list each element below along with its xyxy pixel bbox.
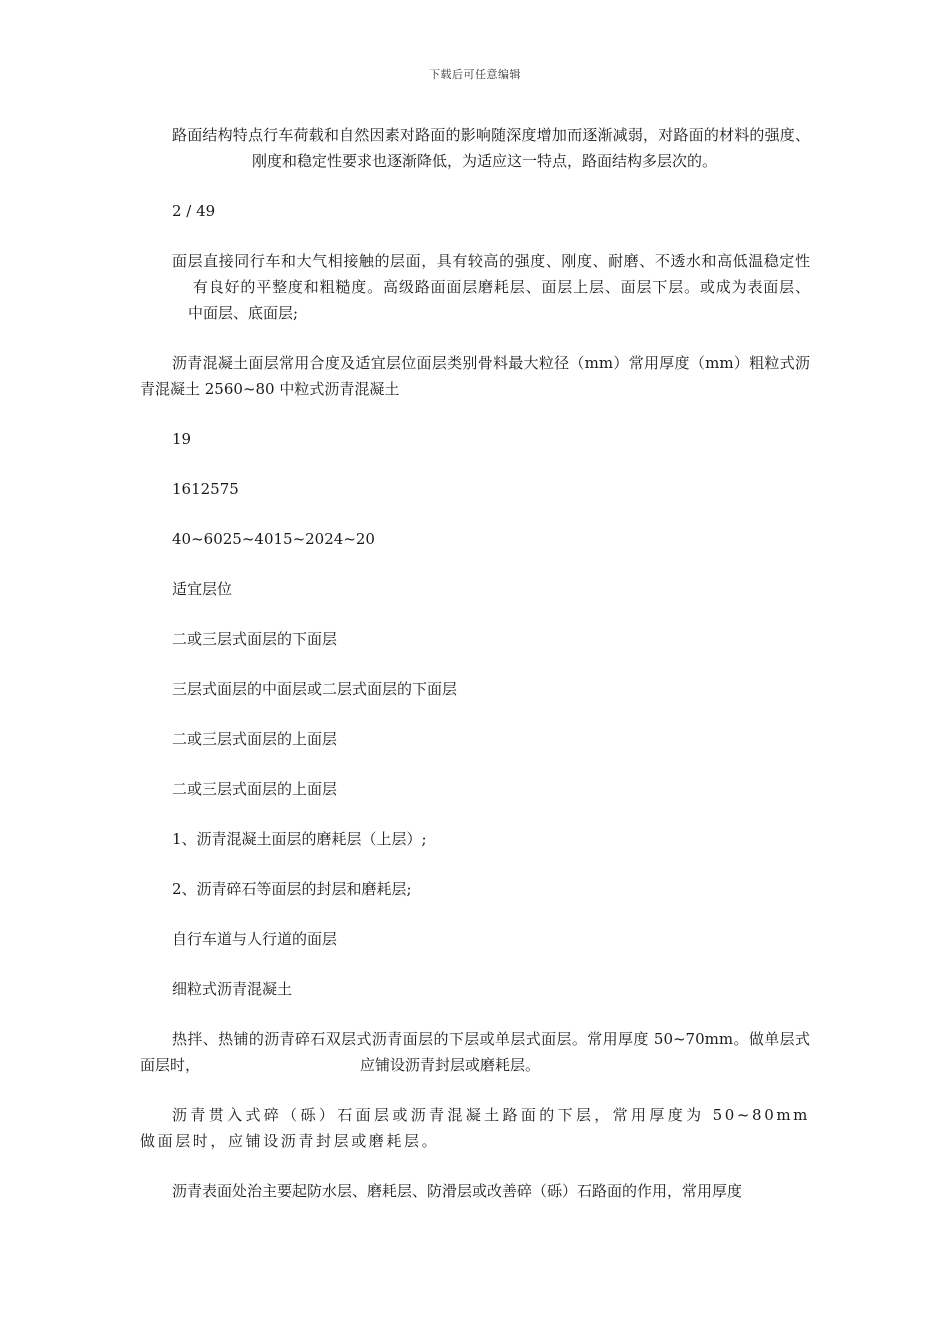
list-item: 1、沥青混凝土面层的磨耗层（上层）; [172, 830, 427, 848]
paragraph-asphalt-macadam [140, 1026, 810, 1078]
paragraph-penetration: 沥青贯入式碎（砾）石面层或沥青混凝土路面的下层，常用厚度为 50~80mm 做面层时，应铺设沥青封层或磨耗层。 [140, 1106, 810, 1150]
paragraph-text: 中面层、底面层; [188, 304, 299, 322]
paragraph-text: 有良好的平整度和粗糙度。高级路面面层磨耗层、面层上层、面层下层。或成为表面层、 [192, 278, 810, 296]
paragraph-text: 面层直接同行车和大气相接触的层面，具有较高的强度、刚度、耐磨、不透水和高低温稳定性 [172, 252, 810, 270]
list-item: 三层式面层的中面层或二层式面层的下面层 [172, 680, 458, 698]
paragraph-surface-treatment: 沥青表面处治主要起防水层、磨耗层、防滑层或改善碎（砾）石路面的作用，常用厚度 [172, 1182, 743, 1200]
paragraph-text: 热拌、热铺的沥青碎石双层式沥青面层的下层或单层式面层。常用厚度 50~70mm。做单层式面层时， [140, 1030, 810, 1074]
page-number: 2 / 49 [172, 202, 216, 220]
paragraph-text: 应铺设沥青封层或磨耗层。 [360, 1056, 541, 1074]
list-item: 二或三层式面层的上面层 [172, 780, 338, 798]
list-item: 自行车道与人行道的面层 [172, 930, 338, 948]
list-item: 2、沥青碎石等面层的封层和磨耗层; [172, 880, 412, 898]
header-note: 下载后可任意编辑 [429, 68, 521, 81]
list-item: 19 [172, 430, 192, 448]
paragraph-structure [140, 122, 810, 174]
paragraph-text: 路面结构特点行车荷载和自然因素对路面的影响随深度增加而逐渐减弱，对路面的材料的强度、 [172, 126, 810, 144]
list-item: 细粒式沥青混凝土 [172, 980, 293, 998]
paragraph-text: 刚度和稳定性要求也逐渐降低，为适应这一特点，路面结构多层次的。 [252, 152, 718, 170]
list-item: 二或三层式面层的上面层 [172, 730, 338, 748]
paragraph-surface-layer [140, 248, 810, 326]
list-item: 适宜层位 [172, 580, 233, 598]
list-item: 二或三层式面层的下面层 [172, 630, 338, 648]
list-item: 40~6025~4015~2024~20 [172, 530, 375, 548]
list-item: 1612575 [172, 480, 239, 498]
paragraph-asphalt-table: 沥青混凝土面层常用合度及适宜层位面层类别骨料最大粒径（mm）常用厚度（mm）粗粒式沥青混凝土 2560~80 中粒式沥青混凝土 [140, 354, 810, 398]
document-body [140, 122, 810, 1228]
